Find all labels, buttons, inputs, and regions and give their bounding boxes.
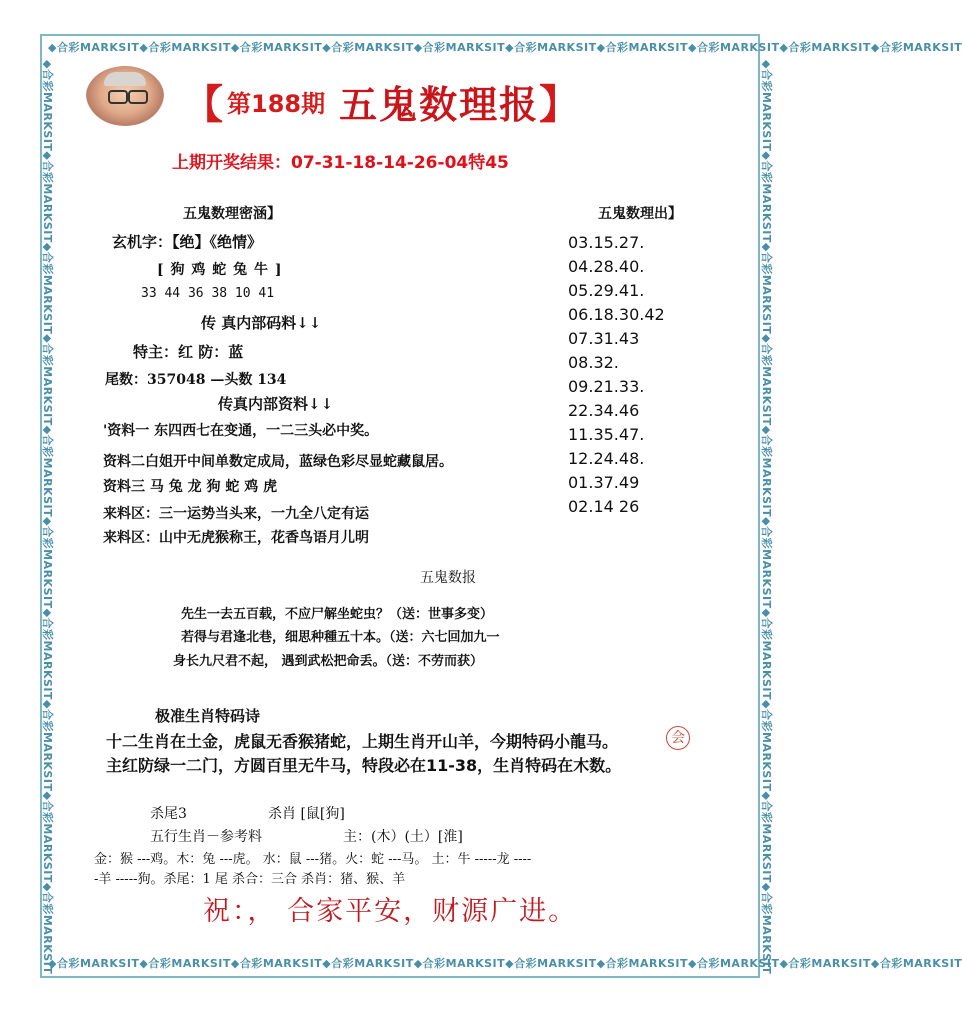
number-row: 22.34.46 [568, 401, 640, 420]
number-row: 02.14 26 [568, 497, 640, 516]
masthead-bracket-left: 【 [183, 81, 223, 128]
issue-number: 第188期 [227, 89, 326, 118]
xuanji-line: 玄机字：【绝】《绝情》 [112, 233, 263, 251]
weishu-line: 尾数：357048 —头数 134 [105, 372, 287, 388]
number-row: 07.31.43 [568, 329, 640, 348]
watermark-left: ◆合彩MARKSIT◆合彩MARKSIT◆合彩MARKSIT◆合彩MARKSIT◆合彩MARKSIT◆合彩MARKSIT◆合彩MARKSIT◆合彩MARKSIT◆合彩MARKSIT◆合彩MARKSIT [41, 60, 54, 975]
wugui-line: 若得与君逢北巷，细思种種五十本。（送：六七回加九一 [181, 630, 500, 645]
ziliao-one: '资料一 东四西七在变通，一二三头必中奖。 [103, 423, 379, 439]
portrait-image [86, 66, 164, 126]
shawei-line: 杀尾3 [150, 806, 187, 822]
number-row: 05.29.41. [568, 281, 645, 300]
number-row: 03.15.27. [568, 233, 645, 252]
number-row: 12.24.48. [568, 449, 645, 468]
elements-line-one: 金：猴 ---鸡。木：兔 ---虎。 水：鼠 ---猪。火：蛇 ---马。 土：牛 -----龙 ---- [94, 852, 532, 867]
laiyuan-two: 来料区：山中无虎猴称王，花香鸟语月儿明 [103, 530, 369, 546]
numbers-line: 33 44 36 38 10 41 [141, 286, 275, 301]
poem-title: 极准生肖特码诗 [155, 707, 261, 725]
zodiac-line: [ 狗 鸡 蛇 兔 牛 ] [157, 262, 283, 278]
portrait-glasses-right [128, 90, 148, 104]
number-row: 01.37.49 [568, 473, 640, 492]
zhu-line: 主：(木）(土）[淮] [343, 829, 463, 845]
blessing-line: 祝：， 合家平安，财源广进。 [203, 896, 578, 927]
watermark-top: ◆合彩MARKSIT◆合彩MARKSIT◆合彩MARKSIT◆合彩MARKSIT◆合彩MARKSIT◆合彩MARKSIT◆合彩MARKSIT◆合彩MARKSIT◆合彩MARKSIT◆合彩MARKSIT [48, 41, 962, 54]
wugui-line: 先生一去五百载，不应尸解坐蛇虫？（送：世事多变） [181, 607, 494, 622]
tezhu-line: 特主：红 防：蓝 [133, 343, 244, 361]
watermark-right: ◆合彩MARKSIT◆合彩MARKSIT◆合彩MARKSIT◆合彩MARKSIT◆合彩MARKSIT◆合彩MARKSIT◆合彩MARKSIT◆合彩MARKSIT◆合彩MARKSIT◆合彩MARKSIT [760, 60, 773, 975]
wugui-line: 身长九尺君不起， 遇到武松把命丢。（送：不劳而获） [173, 654, 484, 669]
paper-title: 五鬼数理报 [339, 81, 540, 127]
portrait-glasses-left [108, 90, 128, 104]
poem-line-one: 十二生肖在土金，虎鼠无香猴猪蛇，上期生肖开山羊，今期特码小龍马。 [106, 732, 619, 751]
laiyuan-one: 来料区：三一运势当头来，一九全八定有运 [103, 506, 369, 522]
fax-code-heading: 传 真内部码料↓↓ [201, 314, 322, 332]
number-row: 04.28.40. [568, 257, 645, 276]
number-row: 09.21.33. [568, 377, 645, 396]
red-seal-stamp: 会 [666, 726, 690, 750]
shaxiao-line: 杀肖 [鼠[狗] [268, 806, 345, 822]
fax-info-heading: 传真内部资料↓↓ [218, 395, 334, 413]
wugui-title: 五鬼数报 [420, 570, 476, 586]
number-row: 08.32. [568, 353, 619, 372]
wuxing-line: 五行生肖－参考料 [150, 829, 262, 845]
number-row: 11.35.47. [568, 425, 645, 444]
elements-line-two: -羊 -----狗。杀尾：1 尾 杀合：三合 杀肖：猪、猴、羊 [94, 872, 406, 887]
portrait-hair [104, 72, 146, 86]
ziliao-three: 资料三 马 兔 龙 狗 蛇 鸡 虎 [103, 479, 278, 495]
number-row: 06.18.30.42 [568, 305, 665, 324]
left-section-title: 五鬼数理密涵】 [183, 206, 281, 222]
masthead [183, 76, 579, 126]
masthead-bracket-right: 】 [539, 81, 580, 128]
last-draw-result: 上期开奖结果：07-31-18-14-26-04特45 [172, 153, 509, 173]
watermark-bottom: ◆合彩MARKSIT◆合彩MARKSIT◆合彩MARKSIT◆合彩MARKSIT◆合彩MARKSIT◆合彩MARKSIT◆合彩MARKSIT◆合彩MARKSIT◆合彩MARKSIT◆合彩MARKSIT [48, 957, 962, 970]
right-section-title: 五鬼数理出】 [598, 206, 682, 222]
poem-line-two: 主红防绿一二门，方圆百里无牛马，特段必在11-38，生肖特码在木数。 [106, 756, 622, 775]
ziliao-two: 资料二白姐开中间单数定成局，蓝绿色彩尽显蛇藏鼠居。 [103, 454, 453, 470]
